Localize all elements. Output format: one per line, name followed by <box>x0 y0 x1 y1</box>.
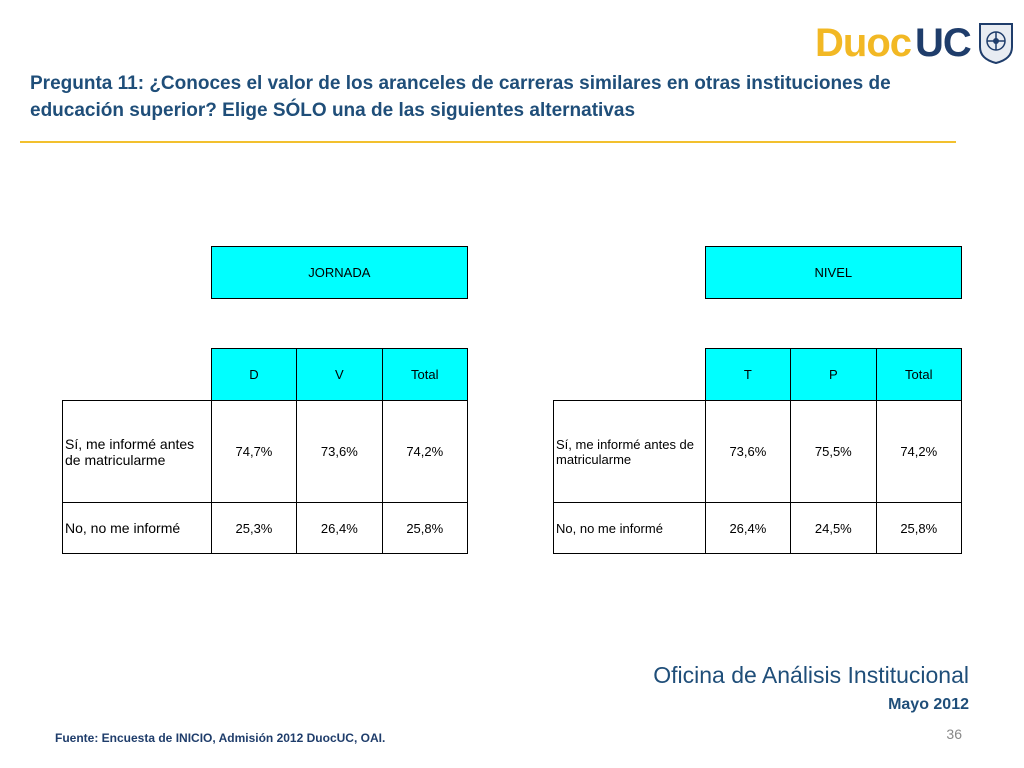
table-row <box>63 401 468 503</box>
cell-value: 25,8% <box>876 503 961 554</box>
cell-value: 74,2% <box>876 401 961 503</box>
cell-value: 73,6% <box>705 401 790 503</box>
group-header-nivel: NIVEL <box>705 247 961 299</box>
cell-value: 73,6% <box>297 401 382 503</box>
row-label: Sí, me informé antes de matricularme <box>63 401 212 503</box>
duocuc-logo <box>815 18 1015 68</box>
row-label: No, no me informé <box>554 503 706 554</box>
cell-value: 25,3% <box>211 503 296 554</box>
column-header: D <box>211 349 296 401</box>
column-header: Total <box>876 349 961 401</box>
group-header-jornada: JORNADA <box>211 247 467 299</box>
column-header: Total <box>382 349 467 401</box>
column-header: V <box>297 349 382 401</box>
table-row <box>63 503 468 554</box>
cell-value: 24,5% <box>791 503 876 554</box>
column-header: P <box>791 349 876 401</box>
page-title: Pregunta 11: ¿Conoces el valor de los aranceles de carreras similares en otras instituciones de educación superior? Elige SÓLO una de las siguientes alternativas <box>30 73 891 121</box>
office-name: Oficina de Análisis Institucional <box>653 662 969 688</box>
cell-value: 75,5% <box>791 401 876 503</box>
title-divider <box>20 141 956 143</box>
table-row <box>554 503 962 554</box>
cell-value: 74,7% <box>211 401 296 503</box>
source-note: Fuente: Encuesta de INICIO, Admisión 2012 DuocUC, OAI. <box>55 731 386 745</box>
column-header: T <box>705 349 790 401</box>
logo-text-uc: UC <box>915 20 971 65</box>
cell-value: 74,2% <box>382 401 467 503</box>
cell-value: 26,4% <box>297 503 382 554</box>
table-jornada <box>62 246 468 554</box>
logo-text-duoc: Duoc <box>815 20 911 65</box>
page-number: 36 <box>946 726 962 742</box>
row-label: No, no me informé <box>63 503 212 554</box>
cell-value: 26,4% <box>705 503 790 554</box>
uc-seal-icon <box>977 21 1015 65</box>
row-label: Sí, me informé antes de matricularme <box>554 401 706 503</box>
report-date: Mayo 2012 <box>888 696 969 713</box>
cell-value: 25,8% <box>382 503 467 554</box>
table-row <box>554 401 962 503</box>
table-nivel <box>553 246 962 554</box>
